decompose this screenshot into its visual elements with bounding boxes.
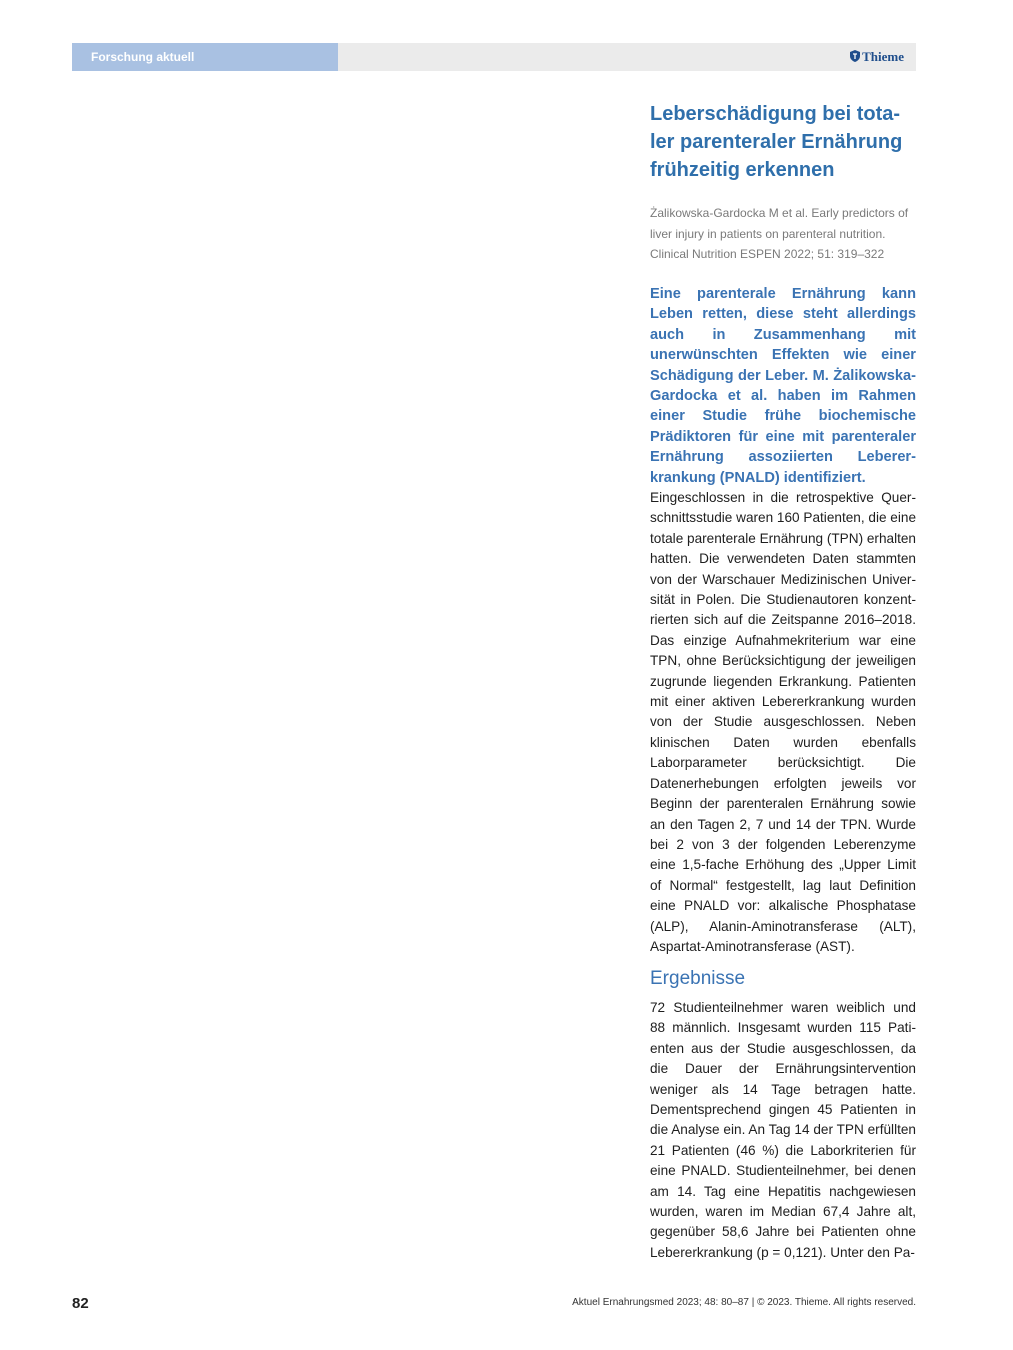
page-number: 82	[72, 1295, 89, 1312]
body-paragraph-results: 72 Studienteilnehmer waren weiblich und 88 männlich. Insgesamt wurden 115 Patienten aus der Studie ausgeschlossen, da die Dauer der Ernährungsintervention weniger als 14 Tage betragen hatte. Dementsprechend gingen 45 Patienten in die Analyse ein. An Tag 14 der TPN erfüllten 21 Patienten (46 %) die Laborkriterien für eine PNALD. Studienteilnehmer, bei denen am 14. Tag eine Hepatitis nachgewiesen wurden, waren im Median 67,4 Jahre alt, gegenüber 58,6 Jahre bei Patienten ohne Lebererkrankung (p = 0,121). Unter den Pa-	[650, 1000, 916, 1260]
section-heading-results: Ergebnisse	[650, 968, 746, 989]
footer-reference: Aktuel Ernahrungsmed 2023; 48: 80–87 | © 2023. Thieme. All rights reserved.	[572, 1297, 916, 1308]
publisher-logo	[850, 43, 904, 71]
article-lead: Eine parenterale Ernährung kann Leben retten, diese steht allerdings auch in Zusammenhang mit unerwünschten Effekten wie einer Schädigung der Leber. M. Żalikowska-Gardocka et al. haben im Rahmen einer Studie frühe biochemische Prädiktoren für eine mit parenteraler Ernährung assoziierten Lebererkrankung (PNALD) identifiziert.	[650, 286, 916, 486]
article-citation: Żalikowska-Gardocka M et al. Early predictors of liver injury in patients on parenteral nutrition. Clinical Nutrition ESPEN 2022; 51: 319–322	[650, 206, 909, 261]
publisher-name: Thieme	[862, 49, 904, 64]
article-title: Leberschädigung bei totaler parenteraler Ernährung frühzeitig erkennen	[650, 103, 903, 181]
thieme-shield-icon	[850, 43, 860, 71]
body-paragraph-methods: Eingeschlossen in die retrospektive Querschnittsstudie waren 160 Patienten, die eine totale parenterale Ernährung (TPN) erhalten hatten. Die verwendeten Daten stammten von der Warschauer Medizinischen Universität in Polen. Die Studienautoren konzentrierten sich auf die Zeitspanne 2016–2018. Das einzige Aufnahmekriterium war eine TPN, ohne Berücksichtigung der jeweiligen zugrunde liegenden Erkrankung. Patienten mit einer aktiven Lebererkrankung wurden von der Studie ausgeschlossen. Neben klinischen Daten wurden ebenfalls Laborparameter berücksichtigt. Die Datenerhebungen erfolgten jeweils vor Beginn der parenteralen Ernährung sowie an den Tagen 2, 7 und 14 der TPN. Wurde bei 2 von 3 der folgenden Leberenzyme eine 1,5-fache Erhöhung des „Upper Limit of Normal“ festgestellt, lag laut Definition eine PNALD vor: alkalische Phosphatase (ALP), Alanin-Aminotransferase (ALT), Aspartat-Aminotransferase (AST).	[650, 490, 917, 954]
running-header	[72, 43, 916, 71]
section-label: Forschung aktuell	[72, 43, 338, 71]
